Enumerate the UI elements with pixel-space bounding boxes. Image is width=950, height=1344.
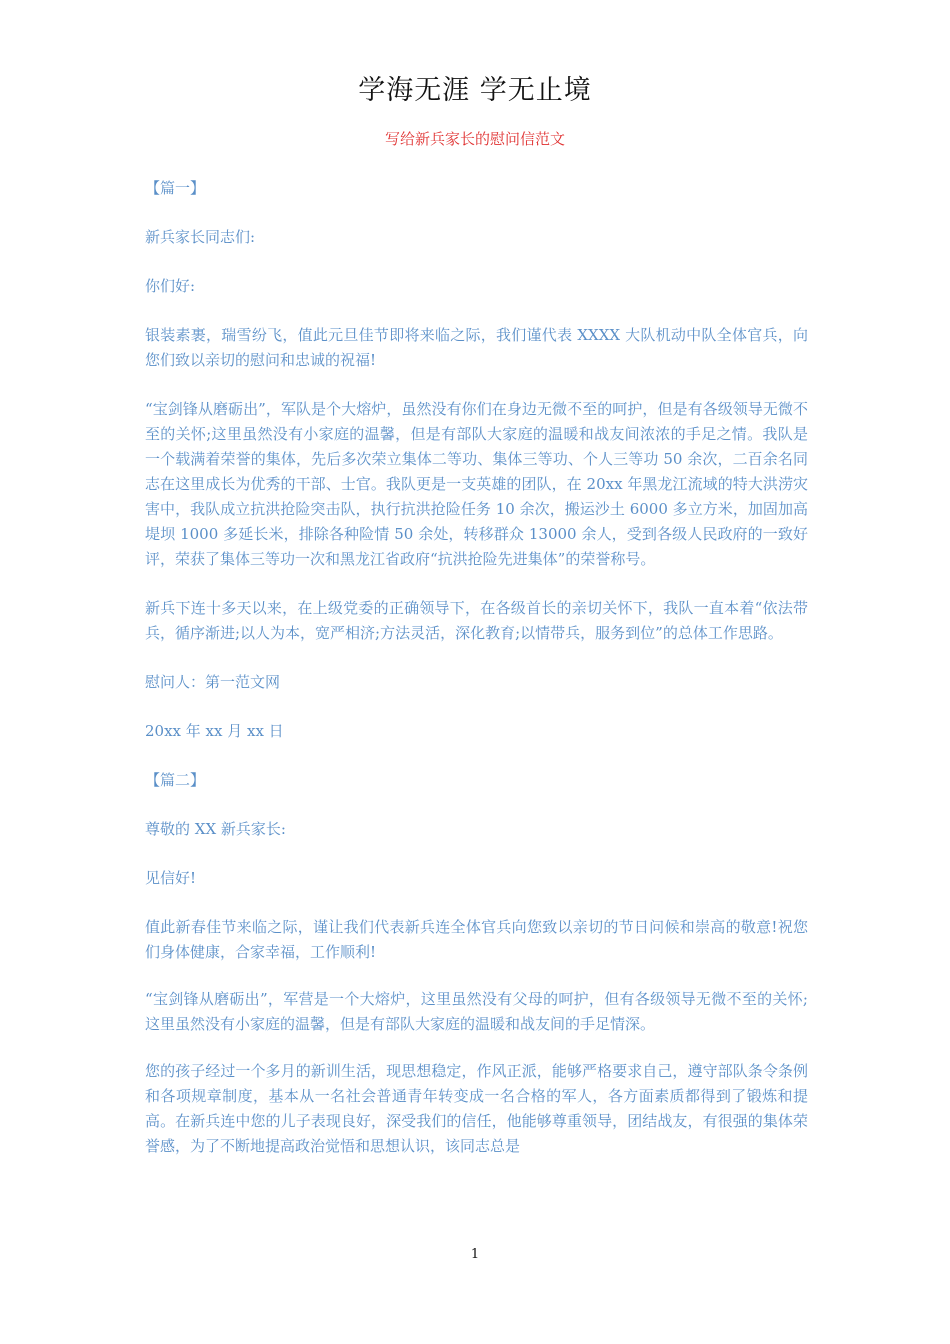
paragraph: “宝剑锋从磨砺出”，军队是个大熔炉，虽然没有你们在身边无微不至的呵护，但是有各级领导无微不至的关怀;这里虽然没有小家庭的温馨，但是有部队大家庭的温暖和战友间浓浓的手足之情。我队是一个载满着荣誉的集体，先后多次荣立集体二等功、集体三等功、个人三等功 50 余次，二百余名同志在这里成长为优秀的干部、士官。我队更是一支英雄的团队，在 20xx 年黑龙江流域的特大洪涝灾害中，我队成立抗洪抢险突击队，执行抗洪抢险任务 10 余次，搬运沙土 6000 多立方米，加固加高堤坝 1000 多延长米，排除各种险情 50 余处，转移群众 13000 余人，受到各级人民政府的一致好评，荣获了集体三等功一次和黑龙江省政府“抗洪抢险先进集体”的荣誉称号。 — [145, 400, 808, 568]
page-number: 1 — [470, 1247, 480, 1262]
page-header-title: 学海无涯 学无止境 — [358, 75, 592, 106]
date: 20xx 年 xx 月 xx 日 — [145, 722, 284, 740]
section-heading-2: 【篇二】 — [145, 771, 206, 789]
document-title: 写给新兵家长的慰问信范文 — [384, 130, 565, 148]
paragraph: 您的孩子经过一个多月的新训生活，现思想稳定，作风正派，能够严格要求自己，遵守部队条令条例和各项规章制度，基本从一名社会普通青年转变成一名合格的军人，各方面素质都得到了锻炼和提高。在新兵连中您的儿子表现良好，深受我们的信任，他能够尊重领导，团结战友，有很强的集体荣誉感，为了不断地提高政治觉悟和思想认识，该同志总是 — [145, 1062, 808, 1155]
salutation-2: 见信好! — [145, 869, 197, 887]
paragraph: 银装素裹，瑞雪纷飞，值此元旦佳节即将来临之际，我们谨代表 XXXX 大队机动中队全体官兵，向您们致以亲切的慰问和忠诚的祝福! — [145, 326, 808, 369]
paragraph: 新兵下连十多天以来，在上级党委的正确领导下，在各级首长的亲切关怀下，我队一直本着“依法带兵，循序渐进;以人为本，宽严相济;方法灵活，深化教育;以情带兵，服务到位”的总体工作思路。 — [145, 599, 808, 642]
greeting-2: 尊敬的 XX 新兵家长: — [145, 820, 286, 838]
paragraph: “宝剑锋从磨砺出”，军营是一个大熔炉，这里虽然没有父母的呵护，但有各级领导无微不至的关怀;这里虽然没有小家庭的温馨，但是有部队大家庭的温暖和战友间的手足情深。 — [145, 990, 808, 1033]
salutation-1: 你们好: — [145, 277, 196, 295]
signature: 慰问人：第一范文网 — [145, 673, 281, 691]
paragraph: 值此新春佳节来临之际，谨让我们代表新兵连全体官兵向您致以亲切的节日问候和崇高的敬意!祝您们身体健康，合家幸福，工作顺利! — [145, 918, 808, 961]
greeting-1: 新兵家长同志们: — [145, 228, 256, 246]
section-heading-1: 【篇一】 — [145, 179, 206, 197]
document-body — [145, 176, 808, 1159]
